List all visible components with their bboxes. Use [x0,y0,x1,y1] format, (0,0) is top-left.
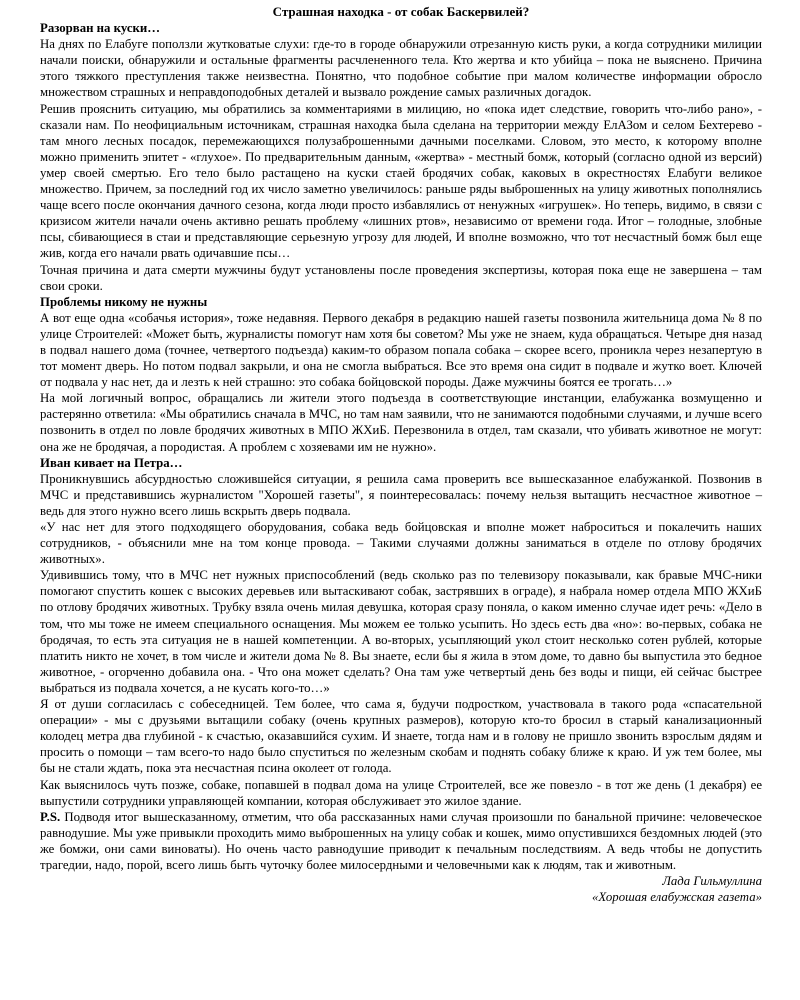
paragraph: На мой логичный вопрос, обращались ли жители этого подъезда в соответствующие инстанции, елабужанка возмущенно и растерянно ответила: «Мы обратились сначала в МЧС, но там нам заявили, что не занимаются подобными случаями, и лучше всего позвонить в отдел по ловле бродячих животных в МПО ЖХиБ. Перезвонила в отдел, там сказали, что убивать животное не могут: она же не бродячая, а породистая. А проблем с хозяевами им не нужно». [40,391,762,454]
article-title: Страшная находка - от собак Баскервилей? [272,4,530,19]
paragraph: «У нас нет для этого подходящего оборудования, собака ведь бойцовская и вполне может наброситься и покалечить наших сотрудников, - объяснили мне на том конце провода. – Такими случаями должны заниматься в отделе по отлову бродячих животных». [40,520,762,567]
paragraph: Как выяснилось чуть позже, собаке, попавшей в подвал дома на улице Строителей, все же повезло - в тот же день (1 декабря) ее выпустили сотрудники управляющей компании, которая обслуживает это жилое здание. [40,777,762,808]
paragraph: Решив прояснить ситуацию, мы обратились за комментариями в милицию, но «пока идет следствие, говорить что-либо рано», - сказали нам. По неофициальным источникам, страшная находка была сделана на территории между ЕлАЗом и селом Бехтерево - там много лесных посадок, перемежающихся полузаброшенными дачными поселками. Словом, это место, к которому вполне можно применить эпитет - «глухое». По предварительным данным, «жертва» - местный бомж, который (согласно одной из версий) умер своей смертью. Его тело было растащено на куски стаей бродячих собак, каковых в окрестностях Елабуги великое множество. Причем, за последний год их число заметно увеличилось: раньше ряды выброшенных на улицу животных пополнялись чаще всего после окончания дачного сезона, когда люди просто избавлялись от ненужных «игрушек». Но теперь, видимо, в связи с кризисом жители начали очень активно решать проблему «лишних ртов», независимо от времени года. Итог – голодные, злобные псы, сбивающиеся в стаи и представляющие серьезную угрозу для людей, И вполне возможно, что тот несчастный бомж был еще жив, когда его начали рвать одичавшие псы… [40,101,762,261]
paragraph: Точная причина и дата смерти мужчины будут установлены после проведения экспертизы, которая пока еще не завершена – там свои сроки. [40,262,762,293]
author-name: Лада Гильмуллина [662,874,762,889]
postscript-label: P.S. [40,809,61,824]
section-heading-torn-apart: Разорван на куски… [40,21,161,36]
section-heading-ivan-petr: Иван кивает на Петра… [40,455,183,470]
paragraph: Я от души согласилась с собеседницей. Тем более, что сама я, будучи подростком, участвовала в такого рода «спасательной операции» - мы с друзьями вытащили собаку (очень крупных размеров), которую кто-то бросил в старый канализационный колодец метра два глубиной - к счастью, оказавшийся сухим. И знаете, тогда нам и в голову не пришло звонить взрослым дядям и просить о помощи – там всего-то надо было спуститься по железным скобам и поднять собаку ближе к краю. И уж тем более, мы бы не стали ждать, пока эта несчастная псина околеет от голода. [40,697,762,776]
postscript-text: Подводя итог вышесказанному, отметим, что оба рассказанных нами случая произошли по банальной причине: человеческое равнодушие. Мы уже привыкли проходить мимо выброшенных на улицу собак и кошек, мимо опустившихся бездомных людей (это же бомжи, они сами виноваты). Но очень часто равнодушие приводит к печальным последствиям. А ведь чтобы не допустить трагедии, надо, порой, всего лишь быть чуточку более милосердными и человечными как к людям, так и животным. [40,809,762,872]
postscript-paragraph [40,809,762,873]
publication-name: «Хорошая елабужская газета» [591,890,762,905]
paragraph: На днях по Елабуге поползли жутковатые слухи: где-то в городе обнаружили отрезанную кисть руки, а когда сотрудники милиции начали поиски, обнаружили и остальные фрагменты расчлененного тела. Кто жертва и кто убийца – пока не выяснено. Причина этого тяжкого преступления также неизвестна. Понятно, что подобное событие при малом количестве информации обросло множеством страшных и неправдоподобных деталей и вызвало рождение самых различных догадок. [40,37,762,100]
paragraph: Удивившись тому, что в МЧС нет нужных приспособлений (ведь сколько раз по телевизору показывали, как бравые МЧС-ники помогают спустить кошек с высоких деревьев или вытаскивают собак, застрявших в ограде), я набрала номер отдела МПО ЖХиБ по отлову бродячих животных. Трубку взяла очень милая девушка, которая сразу поняла, о каком именно случае идет речь: «Дело в том, что мы тоже не имеем специального оснащения. Мы можем ее только усыпить. Но здесь есть два «но»: во-первых, собака не бродячая, то есть эта ситуация не в нашей компетенции. А во-вторых, усыпляющий укол стоит несколько сотен рублей, которые платить никто не хочет, в том числе и жители дома № 8. Вы знаете, если бы я жила в этом доме, то давно бы выпустила это бедное животное, - огорченно добавила она. - Что она может сделать? Она там уже четвертый день без воды и пищи, ей сейчас быстрее выбраться из подвала хочется, а не кусать кого-то…» [40,568,762,695]
section-heading-problems: Проблемы никому не нужны [40,294,208,309]
paragraph: Проникнувшись абсурдностью сложившейся ситуации, я решила сама проверить все вышесказанное елабужанкой. Позвонив в МЧС и представившись журналистом "Хорошей газеты", я поинтересовалась: почему нельзя вытащить несчастное животное – ведь для этого нужно всего лишь вскрыть дверь подвала. [40,471,762,518]
paragraph: А вот еще одна «собачья история», тоже недавняя. Первого декабря в редакцию нашей газеты позвонила жительница дома № 8 по улице Строителей: «Может быть, журналисты помогут нам хотя бы советом? Мы уже не знаем, куда обращаться. Четыре дня назад в подвал нашего дома (точнее, четвертого подъезда) каким-то образом попала собака – скорее всего, проникла через незапертую в тот момент дверь. Но потом подвал закрыли, и она не смогла выбраться. Все это время она сидит в подвале и жутко воет. Ключей от подвала у нас нет, да и лезть к ней страшно: это собака бойцовской породы. Даже мужчины боятся ее трогать…» [40,310,762,390]
